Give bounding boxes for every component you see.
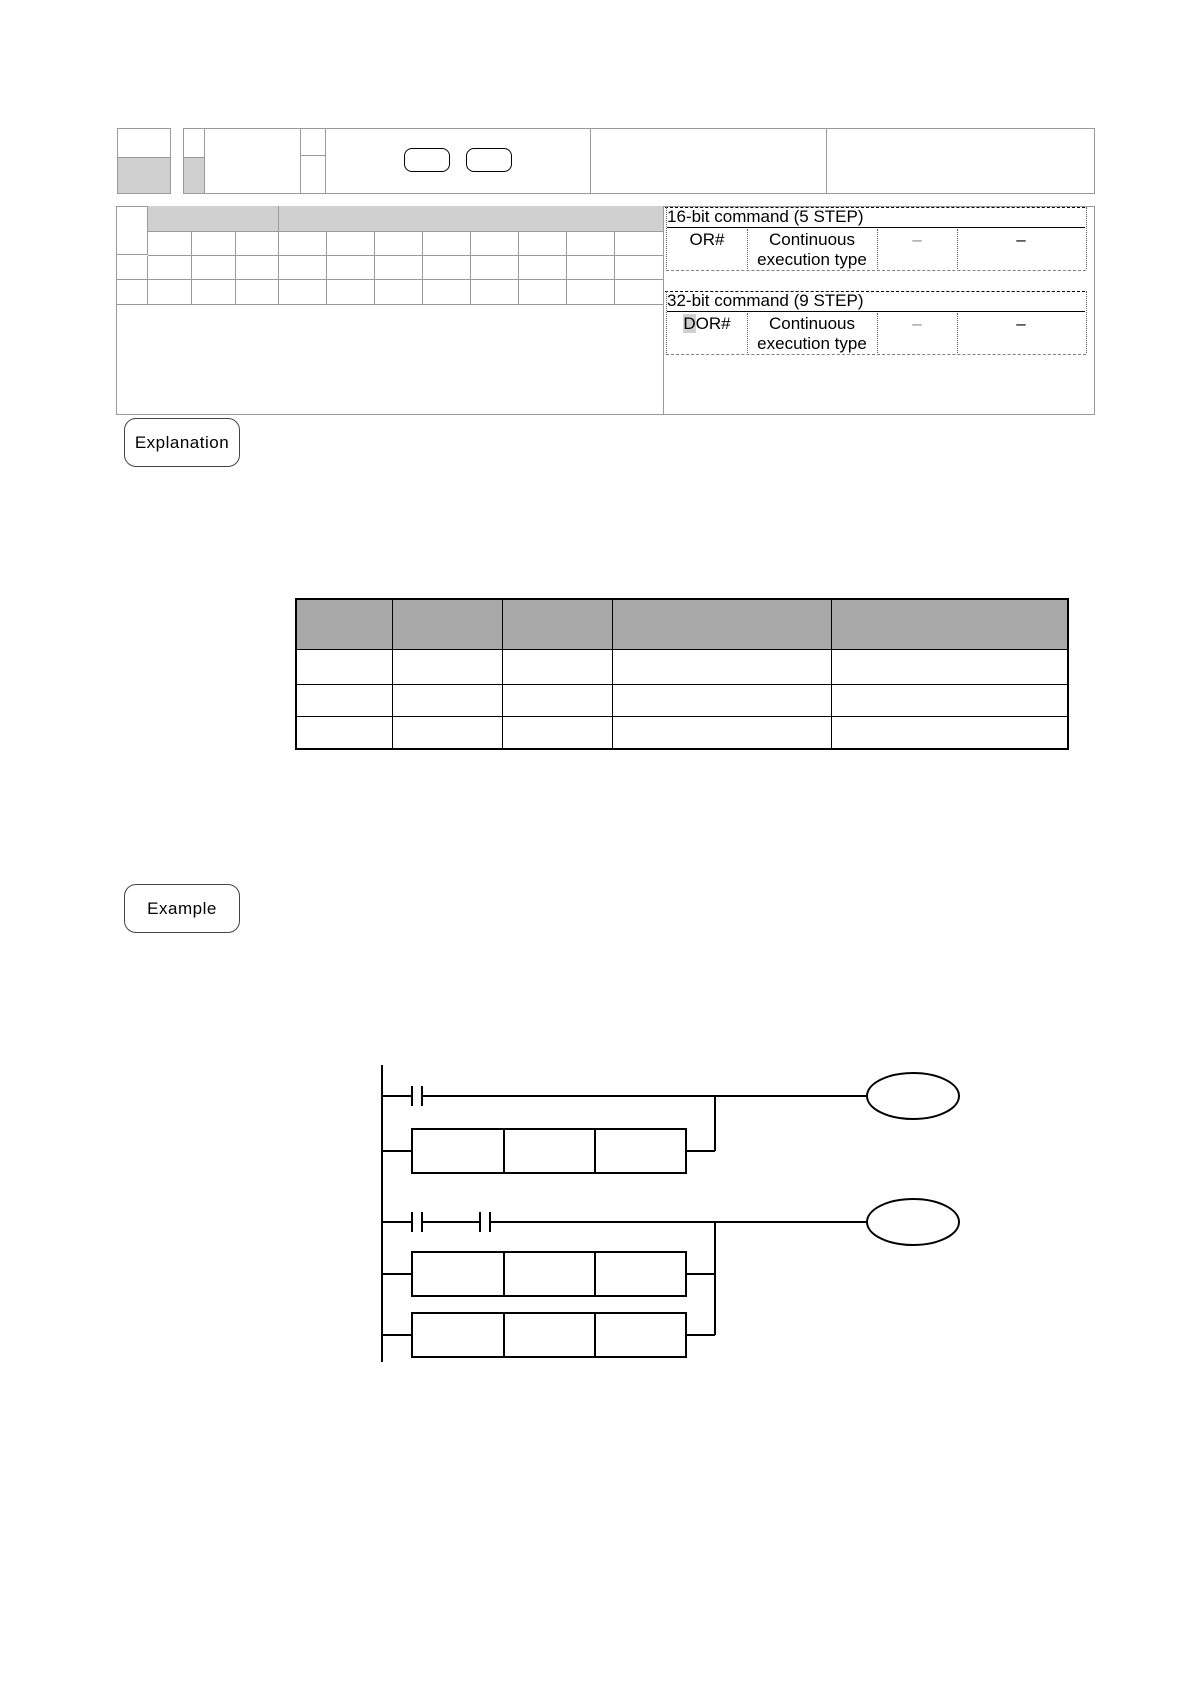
rung2-coil	[867, 1199, 959, 1245]
ct-r3-c0	[297, 717, 393, 748]
ct-r2-c2	[503, 685, 613, 717]
operand-pill-2	[466, 148, 512, 172]
dt-r1-c7	[423, 256, 471, 280]
cmd32-type-line2: execution type	[757, 334, 867, 353]
comparison-table	[295, 598, 1069, 750]
ct-r1-c3	[613, 650, 832, 685]
dt-r0-c1	[148, 232, 192, 256]
ct-h-c1	[393, 600, 503, 650]
dt-r2-c2	[192, 280, 236, 305]
ct-r2-c4	[832, 685, 1067, 717]
cmd32-dash-1: –	[912, 314, 922, 333]
ct-r2-c1	[393, 685, 503, 717]
header-description-box	[590, 128, 1095, 194]
dt-r1-c1	[148, 256, 192, 280]
dt-r2-c6	[375, 280, 423, 305]
dt-r0-c8	[471, 232, 519, 256]
example-chip: Example	[124, 884, 240, 933]
rung2-branch2-box-3	[595, 1313, 686, 1357]
rung1-branch-box-2	[504, 1129, 595, 1173]
cmd16-sep-right	[1086, 207, 1087, 269]
dt-r2-c3	[236, 280, 279, 305]
operands-panel-divider	[663, 206, 664, 415]
header-api-shade	[118, 157, 170, 193]
cmd16-dash-2: –	[1016, 230, 1026, 249]
cmd16-sep-3	[957, 229, 958, 269]
ct-r3-c3	[613, 717, 832, 748]
dt-r1-c10	[567, 256, 615, 280]
cmd16-type-line2: execution type	[757, 250, 867, 269]
dt-r0-c5	[327, 232, 375, 256]
ct-h-c3	[613, 600, 832, 650]
dt-r2-c8	[471, 280, 519, 305]
dt-r2-c0	[116, 280, 148, 305]
cmd32-name-rest: OR#	[695, 314, 731, 333]
cmd32-bottom-rule	[666, 354, 1086, 355]
dt-r2-c5	[327, 280, 375, 305]
cmd16-dash-1: –	[912, 230, 922, 249]
ct-h-c2	[503, 600, 613, 650]
ct-r1-c2	[503, 650, 613, 685]
rung1-branch-box-3	[595, 1129, 686, 1173]
dt-r1-c9	[519, 256, 567, 280]
header-description-divider	[590, 128, 591, 194]
cmd16-title: 16-bit command (5 STEP)	[667, 207, 1085, 228]
rung2-branch1-box-1	[412, 1252, 504, 1296]
ct-r1-c1	[393, 650, 503, 685]
dt-r0-c6	[375, 232, 423, 256]
explanation-chip: Explanation	[124, 418, 240, 467]
dt-r2-c4	[279, 280, 327, 305]
device-table-bit-header	[148, 206, 279, 231]
rung1-branch-box-1	[412, 1129, 504, 1173]
dt-r1-c6	[375, 256, 423, 280]
dt-r0-c3	[236, 232, 279, 256]
dt-r1-c8	[471, 256, 519, 280]
dt-r2-c11	[615, 280, 663, 305]
dt-r0-c9	[519, 232, 567, 256]
dt-r2-c10	[567, 280, 615, 305]
cmd16-sep-2	[877, 229, 878, 269]
dt-r1-c11	[615, 256, 663, 280]
cmd16-name: OR#	[689, 230, 725, 249]
dt-r1-c4	[279, 256, 327, 280]
dt-r1-c5	[327, 256, 375, 280]
cmd32-dash-2: –	[1016, 314, 1026, 333]
dt-r0-c7	[423, 232, 471, 256]
header-operand-divider	[325, 128, 326, 194]
dt-r0-c10	[567, 232, 615, 256]
ct-h-c4	[832, 600, 1067, 650]
dt-r1-c2	[192, 256, 236, 280]
dt-r1-c0	[116, 256, 148, 280]
rung2-branch1-box-2	[504, 1252, 595, 1296]
cmd32-sep-right	[1086, 291, 1087, 353]
cmd16-type-line1: Continuous	[768, 230, 855, 249]
cmd16-bottom-rule	[666, 270, 1086, 271]
device-table-corner	[116, 206, 148, 255]
dt-r2-c7	[423, 280, 471, 305]
cmd32-type-line1: Continuous	[768, 314, 855, 333]
cmd32-title: 32-bit command (9 STEP)	[667, 291, 1085, 312]
ct-r2-c0	[297, 685, 393, 717]
ct-r1-c0	[297, 650, 393, 685]
cmd32-sep-left	[666, 291, 667, 353]
cmd32-name-prefix: D	[683, 314, 696, 333]
cmd32-name	[668, 314, 746, 334]
cmd16-sep-1	[747, 229, 748, 269]
header-mnemonic-shade	[184, 157, 204, 193]
cmd32-sep-3	[957, 313, 958, 353]
header-mnemonic-divider	[204, 128, 205, 194]
rung1-coil	[867, 1073, 959, 1119]
dt-r0-c11	[615, 232, 663, 256]
ct-r3-c1	[393, 717, 503, 748]
ct-r3-c2	[503, 717, 613, 748]
dt-r0-c4	[279, 232, 327, 256]
ct-r2-c3	[613, 685, 832, 717]
rung2-branch1-box-3	[595, 1252, 686, 1296]
header-mnemonic-divider-2	[300, 128, 301, 194]
cmd16-sep-left	[666, 207, 667, 269]
rung2-branch2-box-2	[504, 1313, 595, 1357]
header-operand-hline	[301, 155, 325, 156]
ct-r1-c4	[832, 650, 1067, 685]
rung2-branch2-box-1	[412, 1313, 504, 1357]
operand-pill-1	[404, 148, 450, 172]
ct-r3-c4	[832, 717, 1067, 748]
dt-r0-c2	[192, 232, 236, 256]
dt-r2-c1	[148, 280, 192, 305]
dt-r2-c9	[519, 280, 567, 305]
dt-r1-c3	[236, 256, 279, 280]
ct-h-c0	[297, 600, 393, 650]
device-table	[116, 206, 663, 305]
cmd32-sep-1	[747, 313, 748, 353]
device-table-word-header	[279, 206, 663, 231]
ladder-diagram	[360, 1050, 980, 1370]
cmd32-sep-2	[877, 313, 878, 353]
